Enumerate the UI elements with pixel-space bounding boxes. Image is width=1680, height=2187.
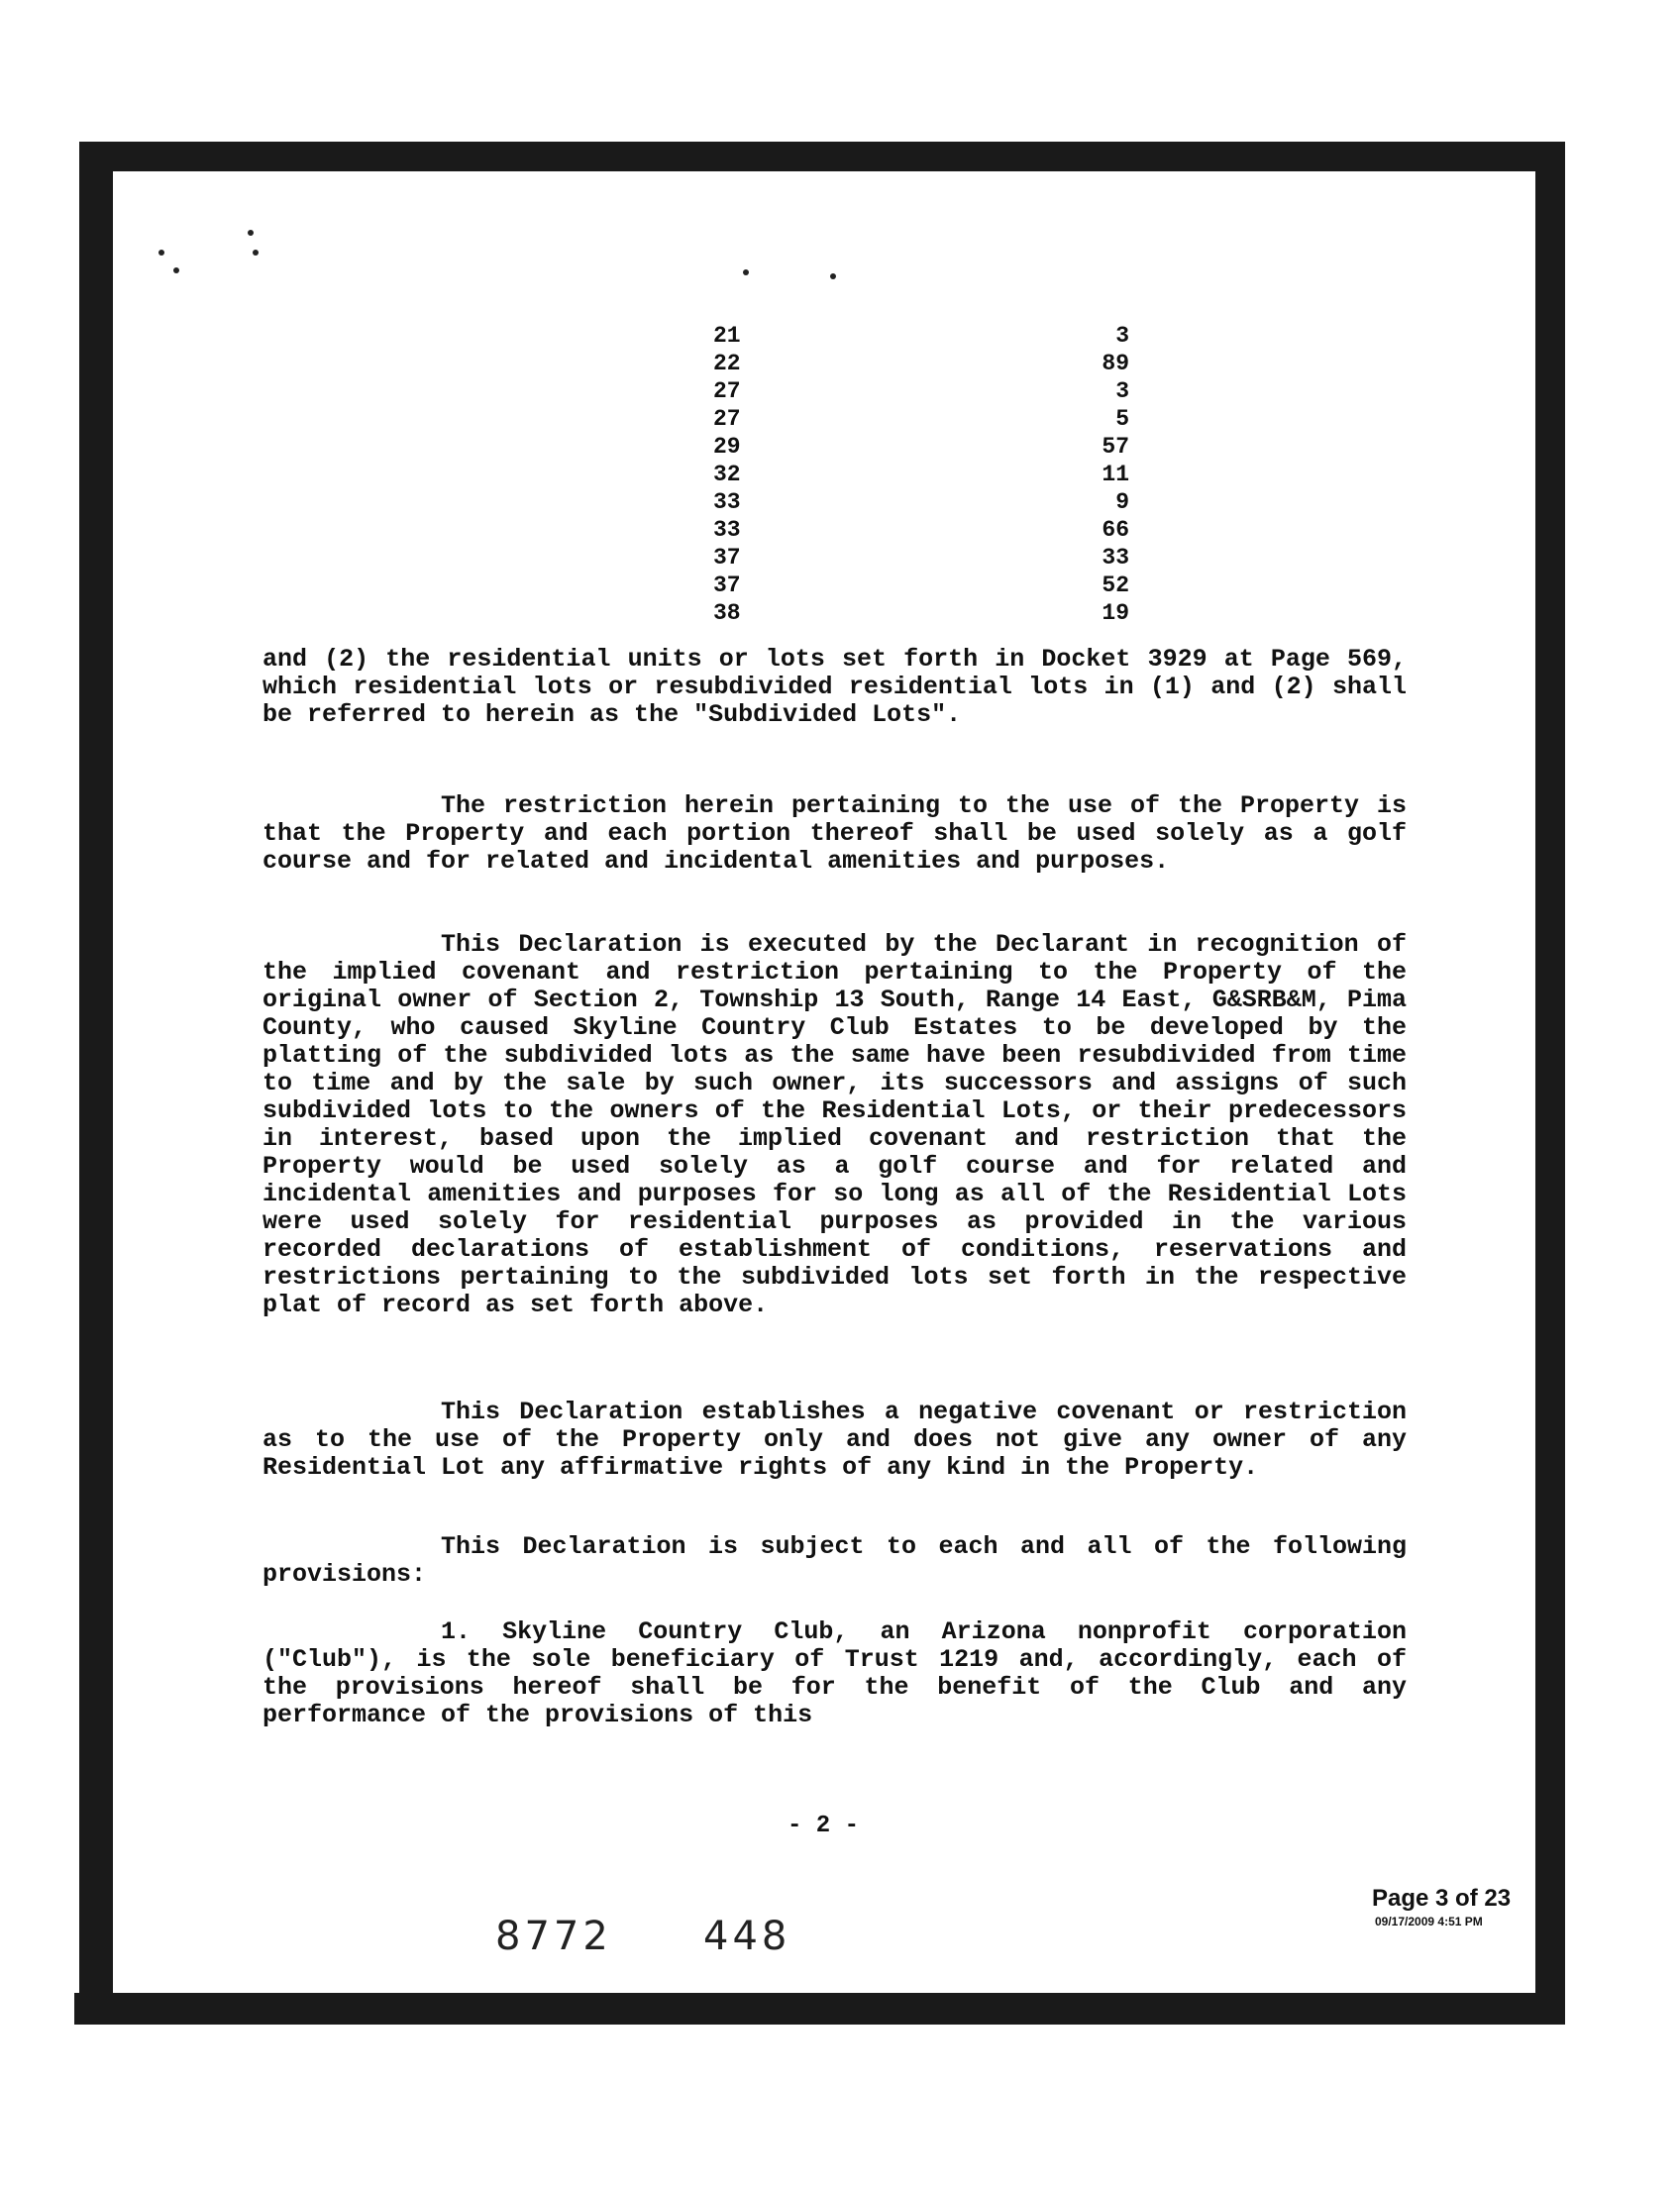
paragraph-declaration-recognition: This Declaration is executed by the Declarant in recognition of the implied covenant and restriction pertaining to the Property of the original owner of Section 2, Township 13 South, Range 14 East, G&SRB&M, Pima County, who caused Skyline Country Club Estates to be developed by the platting of the subdivided lots as the same have been resubdivided from time to time and by the sale by such owner, its successors and assigns of such subdivided lots to the owners of the Residential Lots, or their predecessors in interest, based upon the implied covenant and restriction that the Property would be used solely as a golf course and for related and incidental amenities and purposes for so long as all of the Residential Lots were used solely for residential purposes as provided in the various recorded declarations of establishment of conditions, reservations and restrictions pertaining to the subdivided lots set forth in the respective plat of record as set forth above. <box>262 930 1407 1319</box>
scan-speck <box>830 273 836 279</box>
lot-row: 32 11 <box>713 462 1129 487</box>
paragraph-negative-covenant: This Declaration establishes a negative covenant or restriction as to the use of the Property only and does not give any owner of any Residential Lot any affirmative rights of any kind in the Property. <box>262 1398 1407 1482</box>
paragraph-subdivided-lots: and (2) the residential units or lots set forth in Docket 3929 at Page 569, which residential lots or resubdivided residential lots in (1) and (2) shall be referred to herein as the "Subdivided Lots". <box>262 645 1407 729</box>
page-of-label: Page 3 of 23 <box>1372 1885 1512 1912</box>
page-stamp: 448 <box>703 1914 791 1959</box>
scan-speck <box>173 267 179 273</box>
lot-row: 37 33 <box>713 545 1129 571</box>
scan-speck <box>248 230 254 236</box>
scan-border-bottom <box>74 1993 1565 2025</box>
lot-row: 29 57 <box>713 434 1129 460</box>
lot-row: 33 9 <box>713 489 1129 515</box>
scan-speck <box>158 250 164 256</box>
paragraph-restriction: The restriction herein pertaining to the use of the Property is that the Property and each portion thereof shall be used solely as a golf course and for related and incidental amenities and purposes. <box>262 791 1407 876</box>
lot-row: 27 5 <box>713 406 1129 432</box>
lot-table <box>713 322 1129 627</box>
scan-border-left <box>79 142 113 2024</box>
paragraph-provision-1: 1. Skyline Country Club, an Arizona nonprofit corporation ("Club"), is the sole beneficiary of Trust 1219 and, accordingly, each of the provisions hereof shall be for the benefit of the Club and any performance of the provisions of this <box>262 1617 1407 1729</box>
lot-row: 37 52 <box>713 573 1129 598</box>
paragraph-provisions-intro: This Declaration is subject to each and all of the following provisions: <box>262 1532 1407 1589</box>
lot-row: 27 3 <box>713 378 1129 404</box>
lot-row: 21 3 <box>713 323 1129 349</box>
lot-row: 33 66 <box>713 517 1129 543</box>
print-timestamp: 09/17/2009 4:51 PM <box>1375 1915 1483 1928</box>
docket-stamp: 8772 <box>495 1914 612 1959</box>
lot-row: 22 89 <box>713 351 1129 376</box>
page-number: - 2 - <box>788 1813 860 1839</box>
scan-speck <box>743 269 749 275</box>
lot-row: 38 19 <box>713 600 1129 626</box>
scan-border-right <box>1535 142 1565 2024</box>
scan-speck <box>253 250 259 256</box>
scan-border-top <box>79 142 1565 171</box>
